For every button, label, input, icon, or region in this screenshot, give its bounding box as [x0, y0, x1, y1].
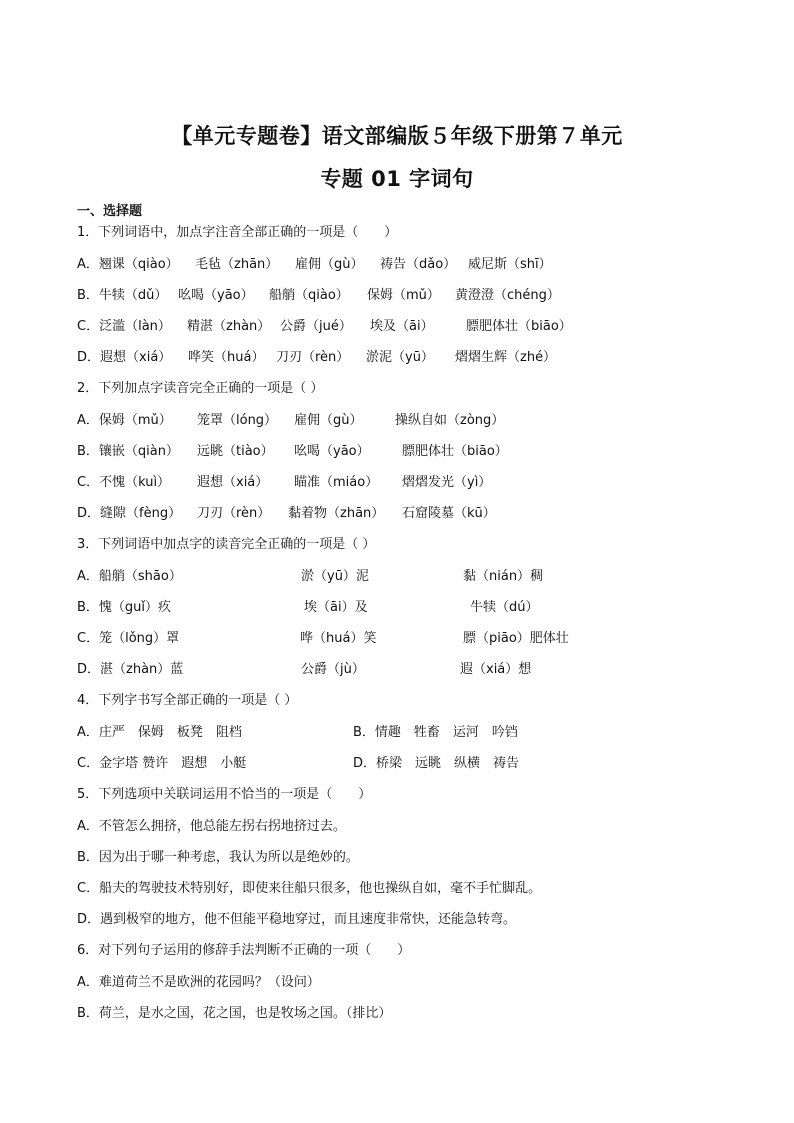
option-item: 刀刃（rèn）	[197, 506, 271, 521]
option-item: D．湛（zhàn）蓝	[77, 662, 184, 677]
option-item: C．笼（lǒng）罩	[77, 631, 180, 646]
option-item: 膘肥体壮（biāo）	[466, 319, 572, 334]
option-item: 船艄（qiào）	[269, 288, 349, 303]
option-item: 雇佣（gù）	[295, 257, 364, 272]
option-item: C．泛滥（làn）	[77, 319, 171, 334]
question-3-stem: 3．下列词语中加点字的读音完全正确的一项是（ ）	[77, 537, 376, 552]
option-item: 祷告（dǎo）	[380, 257, 457, 272]
question-3-option-c[interactable]	[77, 630, 717, 648]
question-3-option-b[interactable]	[77, 599, 717, 617]
question-4-option-d[interactable]: D．桥梁 远眺 纵横 祷告	[353, 756, 520, 771]
question-4-option-c[interactable]: C．金字塔 赞许 遐想 小艇	[77, 756, 247, 771]
option-item: A．保姆（mǔ）	[77, 413, 172, 428]
question-1-option-a[interactable]	[77, 256, 717, 274]
option-item: 毛毡（zhān）	[195, 257, 279, 272]
question-5-option-d[interactable]: D．遇到极窄的地方，他不但能平稳地穿过，而且速度非常快，还能急转弯。	[77, 912, 517, 927]
option-item: 威尼斯（shī）	[468, 257, 552, 272]
option-item: A．翘课（qiào）	[77, 257, 179, 272]
option-item: 公爵（jué）	[280, 319, 352, 334]
question-2-option-b[interactable]	[77, 443, 717, 461]
question-5-option-b[interactable]: B．因为出于哪一种考虑，我认为所以是绝妙的。	[77, 850, 359, 865]
option-item: 石窟陵墓（kū）	[402, 506, 496, 521]
question-3-option-d[interactable]	[77, 661, 717, 679]
option-item: 膘肥体壮（biāo）	[402, 444, 508, 459]
option-item: D．缝隙（fèng）	[77, 506, 182, 521]
question-6-option-b[interactable]: B．荷兰，是水之国，花之国，也是牧场之国。（排比）	[77, 1006, 392, 1021]
option-item: 牛犊（dú）	[470, 600, 539, 615]
option-item: 遐（xiá）想	[460, 662, 532, 677]
question-1-option-c[interactable]	[77, 318, 717, 336]
option-item: 公爵（jù）	[301, 662, 365, 677]
question-2-option-a[interactable]	[77, 412, 717, 430]
option-item: 吆喝（yāo）	[178, 288, 254, 303]
question-2-stem: 2．下列加点字读音完全正确的一项是（ ）	[77, 381, 324, 396]
option-item: 刀刃（rèn）	[276, 350, 350, 365]
option-item: C．不愧（kuì）	[77, 475, 171, 490]
option-item: 淤（yū）泥	[301, 569, 369, 584]
question-4-options-cd	[77, 755, 717, 773]
option-item: 笼罩（lóng）	[197, 413, 278, 428]
question-4-stem: 4．下列字书写全部正确的一项是（ ）	[77, 693, 298, 708]
question-5-option-a[interactable]: A．不管怎么拥挤，他总能左拐右拐地挤过去。	[77, 819, 346, 834]
question-1-option-b[interactable]	[77, 287, 717, 305]
option-item: 雇佣（gù）	[294, 413, 363, 428]
option-item: D．遐想（xiá）	[77, 350, 172, 365]
question-4-option-a[interactable]: A．庄严 保姆 板凳 阻档	[77, 725, 242, 740]
question-6-stem: 6．对下列句子运用的修辞手法判断不正确的一项（ ）	[77, 943, 411, 958]
page-title: 【单元专题卷】语文部编版５年级下册第７单元	[171, 124, 623, 148]
question-3-option-a[interactable]	[77, 568, 717, 586]
option-item: 遐想（xiá）	[197, 475, 269, 490]
option-item: B．愧（guǐ）疚	[77, 600, 172, 615]
option-item: 远眺（tiào）	[197, 444, 274, 459]
option-item: 淤泥（yū）	[366, 350, 434, 365]
option-item: B．镶嵌（qiàn）	[77, 444, 179, 459]
question-6-option-a[interactable]: A．难道荷兰不是欧洲的花园吗？（设问）	[77, 975, 320, 990]
option-item: 保姆（mǔ）	[367, 288, 440, 303]
question-1-option-d[interactable]	[77, 349, 717, 367]
option-item: A．船艄（shāo）	[77, 569, 182, 584]
option-item: 熠熠发光（yì）	[402, 475, 492, 490]
option-item: 膘（piāo）肥体壮	[463, 631, 569, 646]
option-item: 哗（huá）笑	[300, 631, 377, 646]
question-2-option-d[interactable]	[77, 505, 717, 523]
option-item: 操纵自如（zòng）	[395, 413, 505, 428]
option-item: 黄澄澄（chéng）	[455, 288, 560, 303]
option-item: 精湛（zhàn）	[187, 319, 271, 334]
question-4-option-b[interactable]: B．情趣 牲畜 运河 吟铛	[353, 725, 518, 740]
question-5-option-c[interactable]: C．船夫的驾驶技术特别好，即使来往船只很多，他也操纵自如，毫不手忙脚乱。	[77, 881, 542, 896]
option-item: 哗笑（huá）	[188, 350, 265, 365]
section-heading: 一、选择题	[77, 204, 143, 219]
option-item: 黏着物（zhān）	[288, 506, 385, 521]
option-item: 熠熠生辉（zhé）	[455, 350, 557, 365]
question-4-options-ab	[77, 724, 717, 742]
option-item: 埃及（āi）	[370, 319, 434, 334]
question-1-stem: 1．下列词语中，加点字注音全部正确的一项是（ ）	[77, 225, 398, 240]
option-item: 埃（āi）及	[304, 600, 368, 615]
question-5-stem: 5．下列选项中关联词运用不恰当的一项是（ ）	[77, 787, 372, 802]
option-item: 黏（nián）稠	[463, 569, 544, 584]
question-2-option-c[interactable]	[77, 474, 717, 492]
page-subtitle: 专题 01 字词句	[320, 167, 474, 191]
option-item: B．牛犊（dǔ）	[77, 288, 168, 303]
option-item: 瞄准（miáo）	[294, 475, 379, 490]
option-item: 吆喝（yāo）	[294, 444, 370, 459]
